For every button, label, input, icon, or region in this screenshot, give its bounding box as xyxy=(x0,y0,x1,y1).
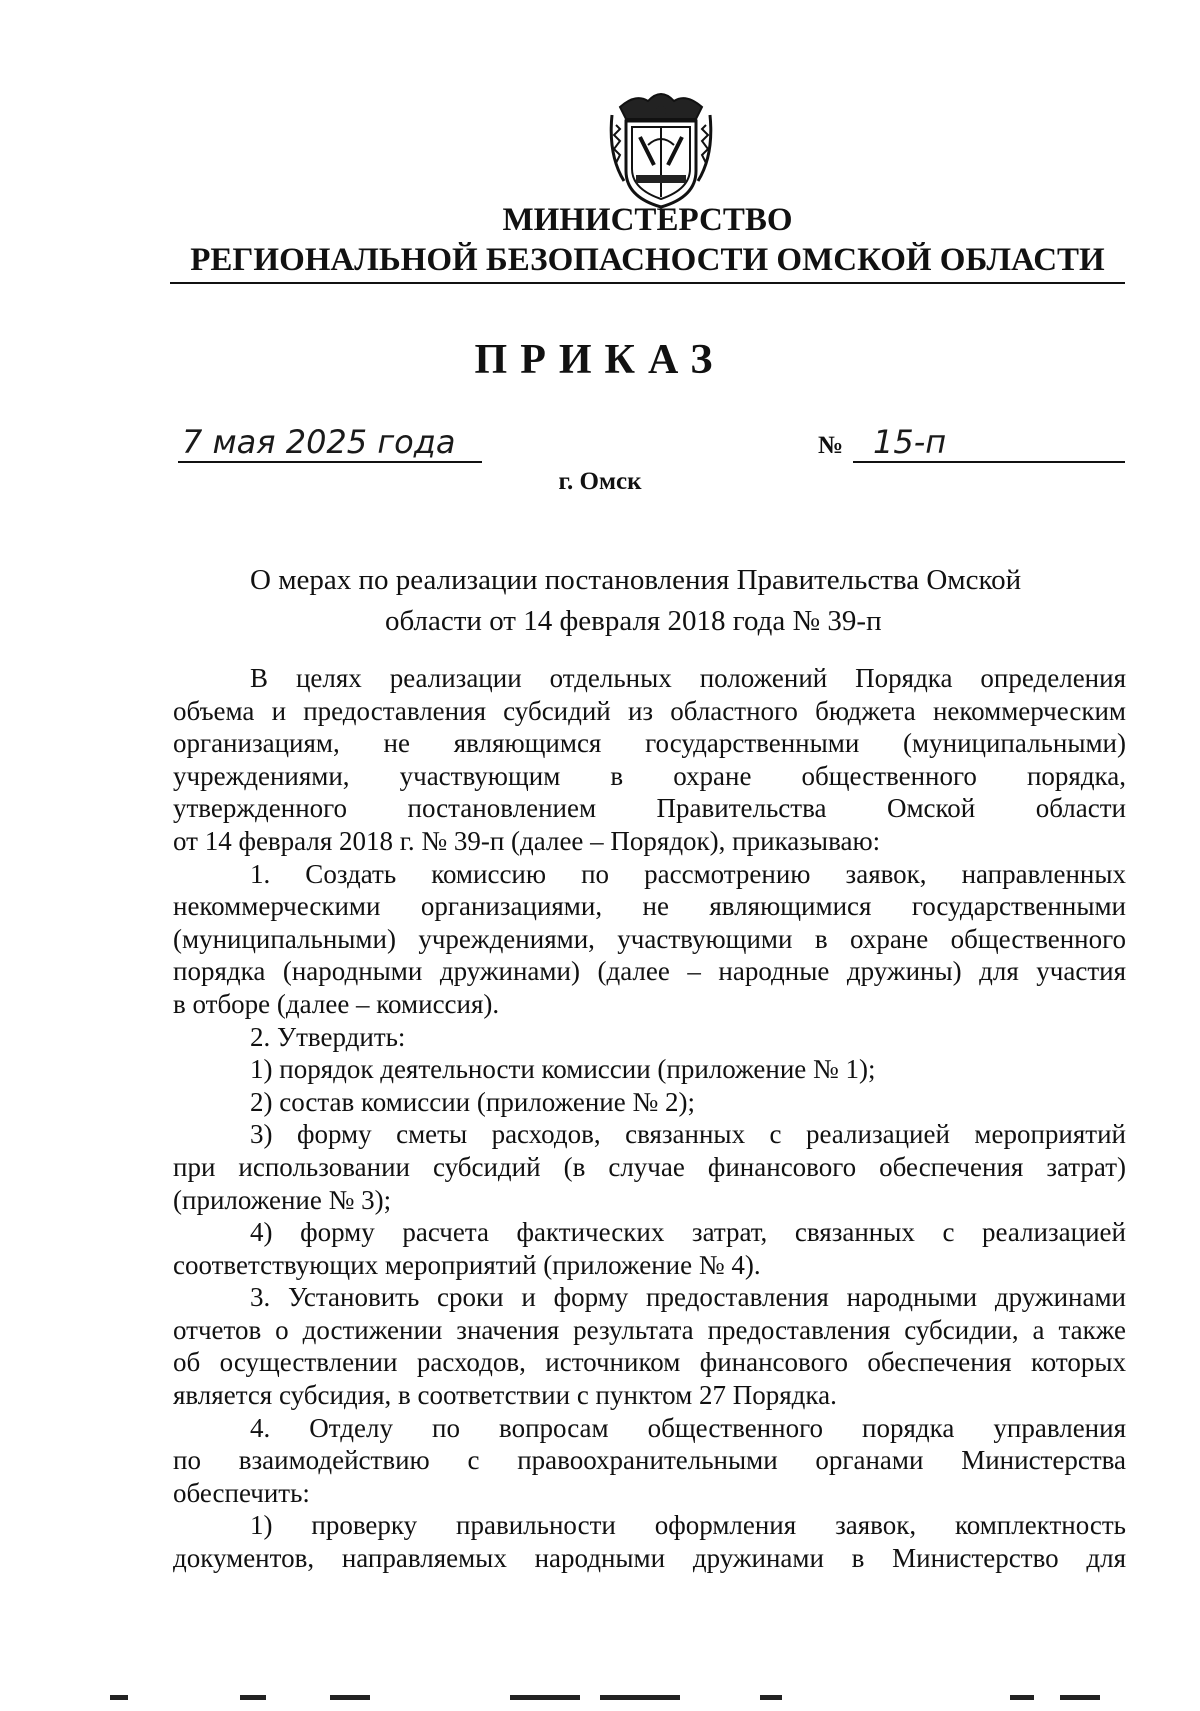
body-line: является субсидия, в соответствии с пунктом 27 Порядка. xyxy=(173,1380,837,1411)
body-line: при использовании субсидий (в случае финансового обеспечения затрат) xyxy=(173,1151,1126,1182)
body-line: отчетов о достижении значения результата предоставления субсидии, а также xyxy=(173,1314,1126,1345)
body-line: 1. Создать комиссию по рассмотрению заявок, направленных xyxy=(250,858,1126,889)
handwritten-date: 7 мая 2025 года xyxy=(178,423,482,463)
body-line: 3) форму сметы расходов, связанных с реализацией мероприятий xyxy=(250,1119,1126,1150)
body-line: 1) проверку правильности оформления заявок, комплектность xyxy=(250,1510,1126,1541)
order-body xyxy=(173,662,1126,1575)
subject-line: О мерах по реализации постановления Правительства Омской xyxy=(250,564,1022,596)
body-line: порядка (народными дружинами) (далее – народные дружины) для участия xyxy=(173,956,1126,987)
body-line: обеспечить: xyxy=(173,1477,310,1508)
body-line: 4. Отделу по вопросам общественного порядка управления xyxy=(250,1412,1126,1443)
scan-edge-artifacts xyxy=(0,1695,1200,1703)
body-line: 4) форму расчета фактических затрат, связанных с реализацией xyxy=(250,1217,1126,1248)
body-line: 2) состав комиссии (приложение № 2); xyxy=(250,1086,695,1117)
body-line: об осуществлении расходов, источником финансового обеспечения которых xyxy=(173,1347,1126,1378)
body-line: (муниципальными) учреждениями, участвующими в охране общественного xyxy=(173,923,1126,954)
body-line: объема и предоставления субсидий из областного бюджета некоммерческим xyxy=(173,695,1126,726)
body-line: 2. Утвердить: xyxy=(250,1021,406,1052)
body-line: организациям, не являющимся государственными (муниципальными) xyxy=(173,728,1126,759)
body-line: 3. Установить сроки и форму предоставления народными дружинами xyxy=(250,1282,1126,1313)
ministry-name-line1: МИНИСТЕРСТВО xyxy=(502,202,793,238)
document-title: ПРИКАЗ xyxy=(474,337,726,383)
order-subject xyxy=(250,560,1150,642)
body-line: В целях реализации отдельных положений Порядка определения xyxy=(250,663,1126,693)
body-line: от 14 февраля 2018 г. № 39-п (далее – Порядок), приказываю: xyxy=(173,825,881,856)
city-name: г. Омск xyxy=(558,468,642,495)
body-line: 1) порядок деятельности комиссии (приложение № 1); xyxy=(250,1054,876,1085)
body-line: соответствующих мероприятий (приложение № 4). xyxy=(173,1249,761,1280)
body-line: учреждениями, участвующим в охране общественного порядка, xyxy=(173,760,1126,791)
body-line: по взаимодействию с правоохранительными органами Министерства xyxy=(173,1445,1126,1476)
ministry-name-line2: РЕГИОНАЛЬНОЙ БЕЗОПАСНОСТИ ОМСКОЙ ОБЛАСТИ xyxy=(190,242,1105,278)
body-line: документов, направляемых народными дружинами в Министерство для xyxy=(173,1543,1126,1574)
order-number-label: № xyxy=(818,432,844,459)
omsk-coat-of-arms-icon xyxy=(606,85,716,209)
subject-line: области от 14 февраля 2018 года № 39-п xyxy=(385,605,882,637)
body-line: в отборе (далее – комиссия). xyxy=(173,988,500,1019)
handwritten-order-number: 15-п xyxy=(853,423,1125,463)
body-line: некоммерческими организациями, не являющимися государственными xyxy=(173,891,1126,922)
body-line: (приложение № 3); xyxy=(173,1184,392,1215)
header-divider xyxy=(170,282,1125,284)
body-line: утвержденного постановлением Правительства Омской области xyxy=(173,793,1126,824)
